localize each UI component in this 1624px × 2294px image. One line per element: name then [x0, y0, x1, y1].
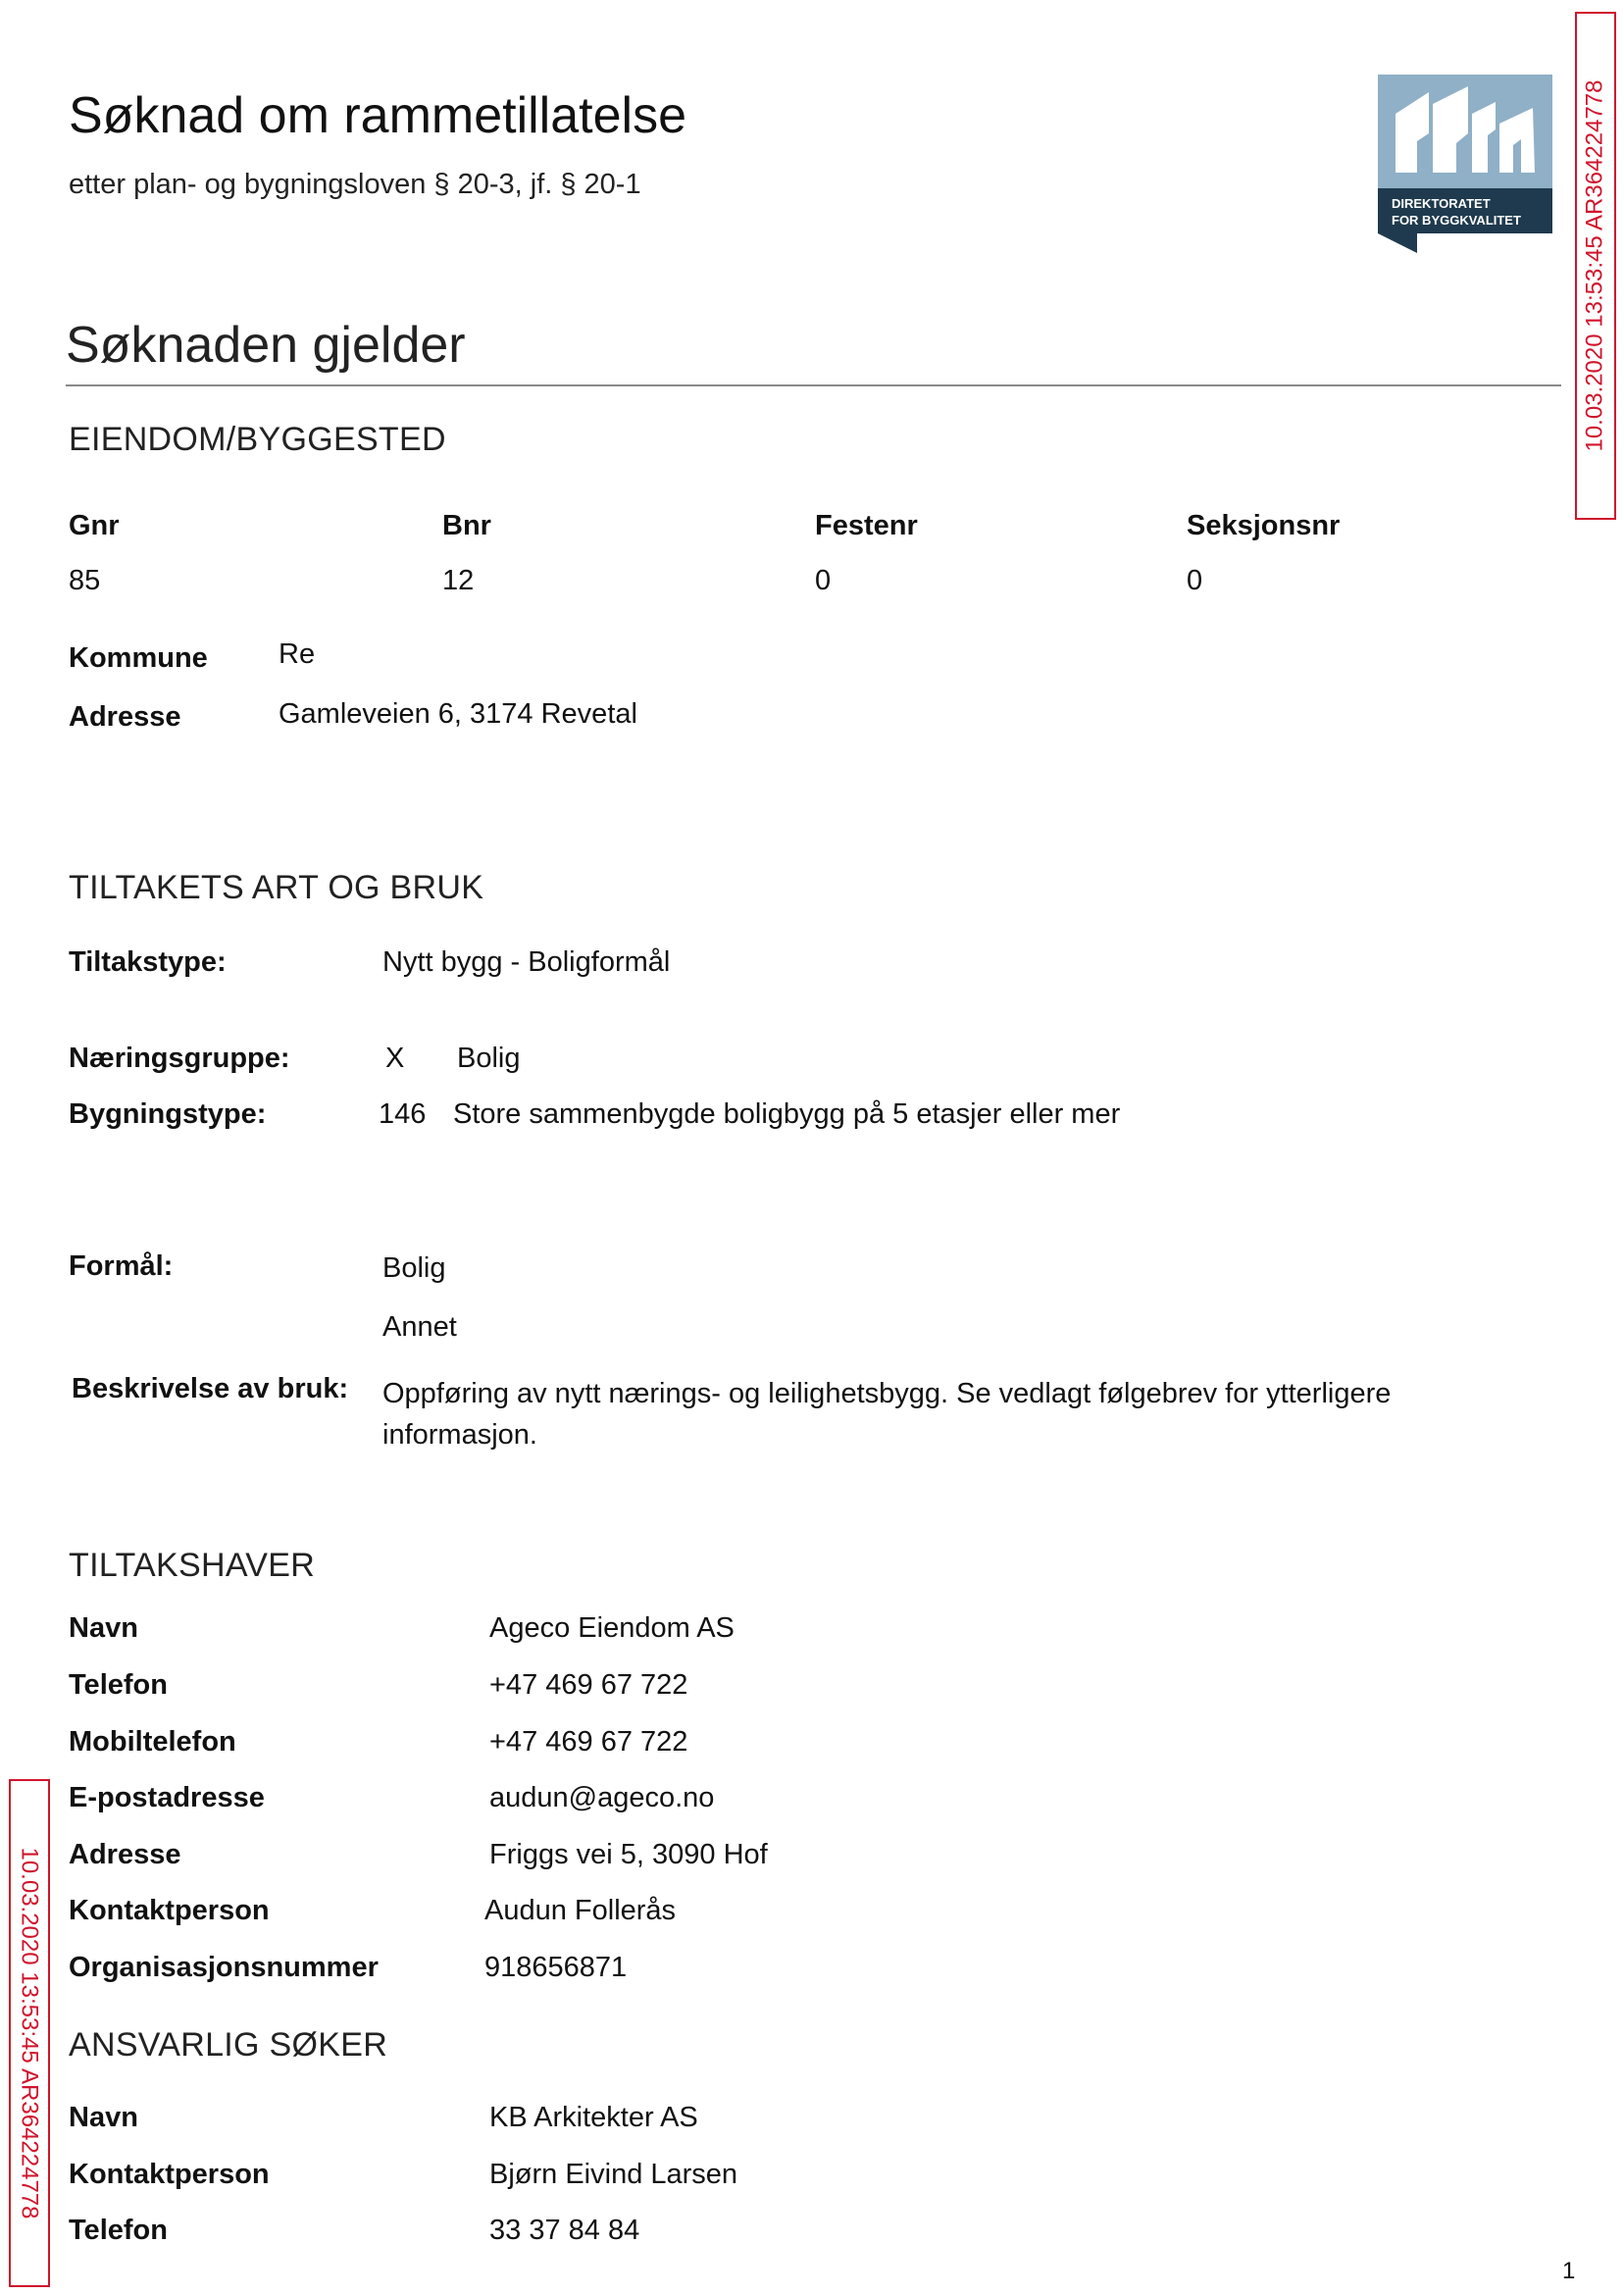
- soker-kontaktperson-label: Kontaktperson: [69, 2159, 270, 2190]
- adresse-value: Gamleveien 6, 3174 Revetal: [279, 698, 637, 730]
- stamp-text: 10.03.2020 13:53:45 AR364224778: [17, 1847, 43, 2219]
- formal-label: Formål:: [69, 1250, 174, 1282]
- registration-stamp-right: [1575, 12, 1616, 520]
- soker-telefon-label: Telefon: [69, 2215, 168, 2246]
- heading-divider: [66, 384, 1561, 386]
- kommune-value: Re: [279, 638, 316, 670]
- tiltakshaver-kontaktperson-label: Kontaktperson: [69, 1895, 270, 1926]
- tiltakshaver-orgnr-label: Organisasjonsnummer: [69, 1952, 379, 1983]
- bygningstype-label: Bygningstype:: [69, 1098, 267, 1130]
- seksjonsnr-value: 0: [1187, 565, 1203, 596]
- tiltakshaver-adresse-value: Friggs vei 5, 3090 Hof: [489, 1839, 768, 1870]
- soker-navn-label: Navn: [69, 2102, 138, 2133]
- soker-telefon-value: 33 37 84 84: [489, 2215, 640, 2246]
- adresse-label: Adresse: [69, 701, 181, 733]
- logo-text-line1: DIREKTORATET: [1392, 196, 1491, 211]
- bnr-label: Bnr: [442, 510, 491, 541]
- bnr-value: 12: [442, 565, 475, 596]
- section-title-tiltakshaver: TILTAKSHAVER: [69, 1547, 316, 1584]
- soker-kontaktperson-value: Bjørn Eivind Larsen: [489, 2159, 738, 2190]
- festenr-label: Festenr: [815, 510, 918, 541]
- section-title-eiendom: EIENDOM/BYGGESTED: [69, 421, 446, 458]
- section-title-ansvarlig-soker: ANSVARLIG SØKER: [69, 2026, 388, 2064]
- tiltakshaver-orgnr-value: 918656871: [484, 1952, 628, 1983]
- formal-value-1: Bolig: [382, 1252, 446, 1284]
- kommune-label: Kommune: [69, 642, 208, 674]
- bygningstype-value: Store sammenbygde boligbygg på 5 etasjer eller mer: [453, 1098, 1121, 1130]
- page-number: 1: [1562, 2258, 1576, 2284]
- soker-navn-value: KB Arkitekter AS: [489, 2102, 698, 2133]
- tiltakshaver-epost-value: audun@ageco.no: [489, 1782, 715, 1813]
- document-subtitle: etter plan- og bygningsloven § 20-3, jf. § 20-1: [69, 169, 641, 200]
- naeringsgruppe-code: X: [385, 1043, 405, 1074]
- gnr-value: 85: [69, 565, 101, 596]
- tiltakshaver-telefon-value: +47 469 67 722: [489, 1669, 688, 1701]
- beskrivelse-value: Oppføring av nytt nærings- og leilighetsbygg. Se vedlagt følgebrev for ytterligere informasjon.: [382, 1378, 1392, 1451]
- tiltakshaver-adresse-label: Adresse: [69, 1839, 181, 1870]
- tiltakshaver-telefon-label: Telefon: [69, 1669, 168, 1701]
- tiltakshaver-mobil-label: Mobiltelefon: [69, 1726, 236, 1758]
- tiltakstype-value: Nytt bygg - Boligformål: [382, 946, 671, 978]
- formal-value-2: Annet: [382, 1311, 457, 1343]
- naeringsgruppe-label: Næringsgruppe:: [69, 1043, 290, 1074]
- gnr-label: Gnr: [69, 510, 120, 541]
- document-title: Søknad om rammetillatelse: [69, 87, 686, 144]
- tiltakshaver-navn-value: Ageco Eiendom AS: [489, 1612, 735, 1644]
- tiltakstype-label: Tiltakstype:: [69, 946, 227, 978]
- dibk-logo: [1378, 75, 1552, 263]
- tiltakshaver-mobil-value: +47 469 67 722: [489, 1726, 688, 1758]
- bygningstype-code: 146: [379, 1098, 427, 1130]
- festenr-value: 0: [815, 565, 832, 596]
- tiltakshaver-kontaktperson-value: Audun Follerås: [484, 1895, 677, 1926]
- seksjonsnr-label: Seksjonsnr: [1187, 510, 1341, 541]
- tiltakshaver-epost-label: E-postadresse: [69, 1782, 265, 1813]
- logo-text-line2: FOR BYGGKVALITET: [1392, 213, 1521, 228]
- naeringsgruppe-value: Bolig: [457, 1043, 521, 1074]
- main-heading: Søknaden gjelder: [66, 317, 466, 374]
- beskrivelse-label: Beskrivelse av bruk:: [72, 1373, 349, 1404]
- tiltakshaver-navn-label: Navn: [69, 1612, 138, 1644]
- registration-stamp-left: [9, 1779, 50, 2287]
- stamp-text: 10.03.2020 13:53:45 AR364224778: [1582, 79, 1608, 452]
- section-title-tiltak: TILTAKETS ART OG BRUK: [69, 869, 484, 906]
